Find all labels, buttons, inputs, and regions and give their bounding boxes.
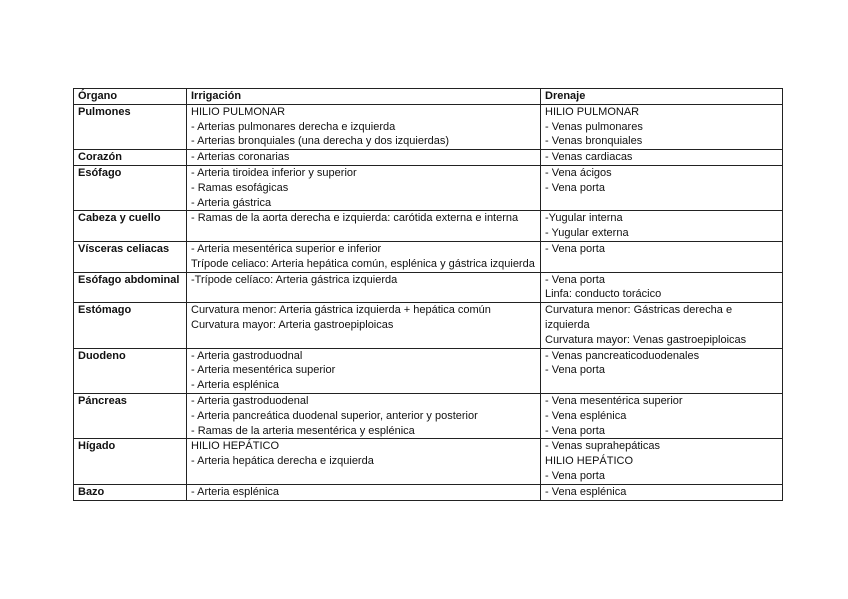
organ-name: Esófago	[74, 165, 187, 210]
irrigation-cell	[187, 439, 541, 484]
irrigation-line: - Ramas de la arteria mesentérica y esplénica	[191, 424, 415, 437]
irrigation-line: HILIO HEPÁTICO	[191, 440, 280, 453]
irrigation-cell	[187, 484, 541, 500]
header-irrigation: Irrigación	[187, 89, 541, 105]
irrigation-cell	[187, 104, 541, 149]
organ-name: Hígado	[74, 439, 187, 484]
table-row	[74, 484, 783, 500]
drainage-cell	[541, 241, 783, 272]
irrigation-line: HILIO PULMONAR	[191, 105, 286, 118]
table-row	[74, 241, 783, 272]
table-row	[74, 211, 783, 242]
organ-name: Vísceras celiacas	[74, 241, 187, 272]
drainage-cell	[541, 104, 783, 149]
drainage-line: - Vena esplénica	[545, 485, 627, 498]
header-drainage: Drenaje	[541, 89, 783, 105]
drainage-line: - Venas cardiacas	[545, 151, 633, 164]
irrigation-line: - Arteria gastroduodenal	[191, 394, 309, 407]
irrigation-line: Trípode celiaco: Arteria hepática común, esplénica y gástrica izquierda	[191, 257, 535, 270]
drainage-cell	[541, 150, 783, 166]
table-row	[74, 393, 783, 438]
drainage-line: - Vena porta	[545, 181, 605, 194]
drainage-cell	[541, 165, 783, 210]
drainage-line: - Venas pulmonares	[545, 120, 643, 133]
organ-name: Pulmones	[74, 104, 187, 149]
irrigation-cell	[187, 393, 541, 438]
irrigation-cell	[187, 150, 541, 166]
irrigation-line: - Ramas de la aorta derecha e izquierda: carótida externa e interna	[191, 212, 519, 225]
irrigation-line: - Arteria mesentérica superior e inferior	[191, 242, 382, 255]
drainage-cell	[541, 211, 783, 242]
drainage-line: - Venas bronquiales	[545, 135, 643, 148]
drainage-line: - Vena porta	[545, 424, 605, 437]
irrigation-line: - Arterias bronquiales (una derecha y dos izquierdas)	[191, 135, 450, 148]
organ-name: Bazo	[74, 484, 187, 500]
irrigation-line: - Ramas esofágicas	[191, 181, 289, 194]
irrigation-line: -Trípode celíaco: Arteria gástrica izquierda	[191, 273, 398, 286]
irrigation-cell	[187, 272, 541, 303]
irrigation-line: - Arteria esplénica	[191, 485, 280, 498]
irrigation-line: - Arteria esplénica	[191, 379, 280, 392]
drainage-cell	[541, 484, 783, 500]
organ-name: Esófago abdominal	[74, 272, 187, 303]
drainage-line: - Vena mesentérica superior	[545, 394, 683, 407]
drainage-line: - Venas pancreaticoduodenales	[545, 349, 700, 362]
irrigation-cell	[187, 165, 541, 210]
table-row	[74, 104, 783, 149]
irrigation-line: Curvatura menor: Arteria gástrica izquierda + hepática común	[191, 304, 491, 317]
table-row	[74, 165, 783, 210]
irrigation-line: - Arteria gástrica	[191, 196, 272, 209]
organ-table	[73, 88, 783, 501]
drainage-line: Linfa: conducto torácico	[545, 288, 662, 301]
drainage-line: Curvatura mayor: Venas gastroepiploicas	[545, 333, 747, 346]
table-row	[74, 303, 783, 348]
drainage-line: - Vena esplénica	[545, 409, 627, 422]
organ-name: Corazón	[74, 150, 187, 166]
irrigation-cell	[187, 348, 541, 393]
organ-name: Páncreas	[74, 393, 187, 438]
drainage-line: Curvatura menor: Gástricas derecha e izquierda	[545, 304, 733, 331]
drainage-line: -Yugular interna	[545, 212, 623, 225]
irrigation-cell	[187, 211, 541, 242]
drainage-line: HILIO PULMONAR	[545, 105, 640, 118]
irrigation-line: - Arteria hepática derecha e izquierda	[191, 455, 374, 468]
header-organ: Órgano	[74, 89, 187, 105]
irrigation-cell	[187, 303, 541, 348]
drainage-line: - Vena porta	[545, 364, 605, 377]
drainage-line: - Vena porta	[545, 273, 605, 286]
organ-name: Estómago	[74, 303, 187, 348]
irrigation-line: - Arteria mesentérica superior	[191, 364, 336, 377]
drainage-line: - Vena porta	[545, 242, 605, 255]
table-row	[74, 439, 783, 484]
irrigation-line: - Arterias pulmonares derecha e izquierda	[191, 120, 396, 133]
table-row	[74, 272, 783, 303]
drainage-cell	[541, 393, 783, 438]
table-row	[74, 348, 783, 393]
drainage-line: - Vena ácigos	[545, 166, 612, 179]
drainage-line: - Vena porta	[545, 469, 605, 482]
irrigation-cell	[187, 241, 541, 272]
drainage-cell	[541, 439, 783, 484]
drainage-cell	[541, 303, 783, 348]
drainage-cell	[541, 348, 783, 393]
table-body	[74, 104, 783, 500]
irrigation-line: - Arterias coronarias	[191, 151, 290, 164]
drainage-line: - Yugular externa	[545, 227, 629, 240]
irrigation-line: - Arteria gastroduodnal	[191, 349, 303, 362]
drainage-line: HILIO HEPÁTICO	[545, 455, 634, 468]
irrigation-line: Curvatura mayor: Arteria gastroepiploicas	[191, 318, 394, 331]
irrigation-line: - Arteria pancreática duodenal superior, anterior y posterior	[191, 409, 478, 422]
header-row	[74, 89, 783, 105]
drainage-line: - Venas suprahepáticas	[545, 440, 660, 453]
drainage-cell	[541, 272, 783, 303]
table-row	[74, 150, 783, 166]
organ-name: Cabeza y cuello	[74, 211, 187, 242]
irrigation-line: - Arteria tiroidea inferior y superior	[191, 166, 357, 179]
organ-name: Duodeno	[74, 348, 187, 393]
